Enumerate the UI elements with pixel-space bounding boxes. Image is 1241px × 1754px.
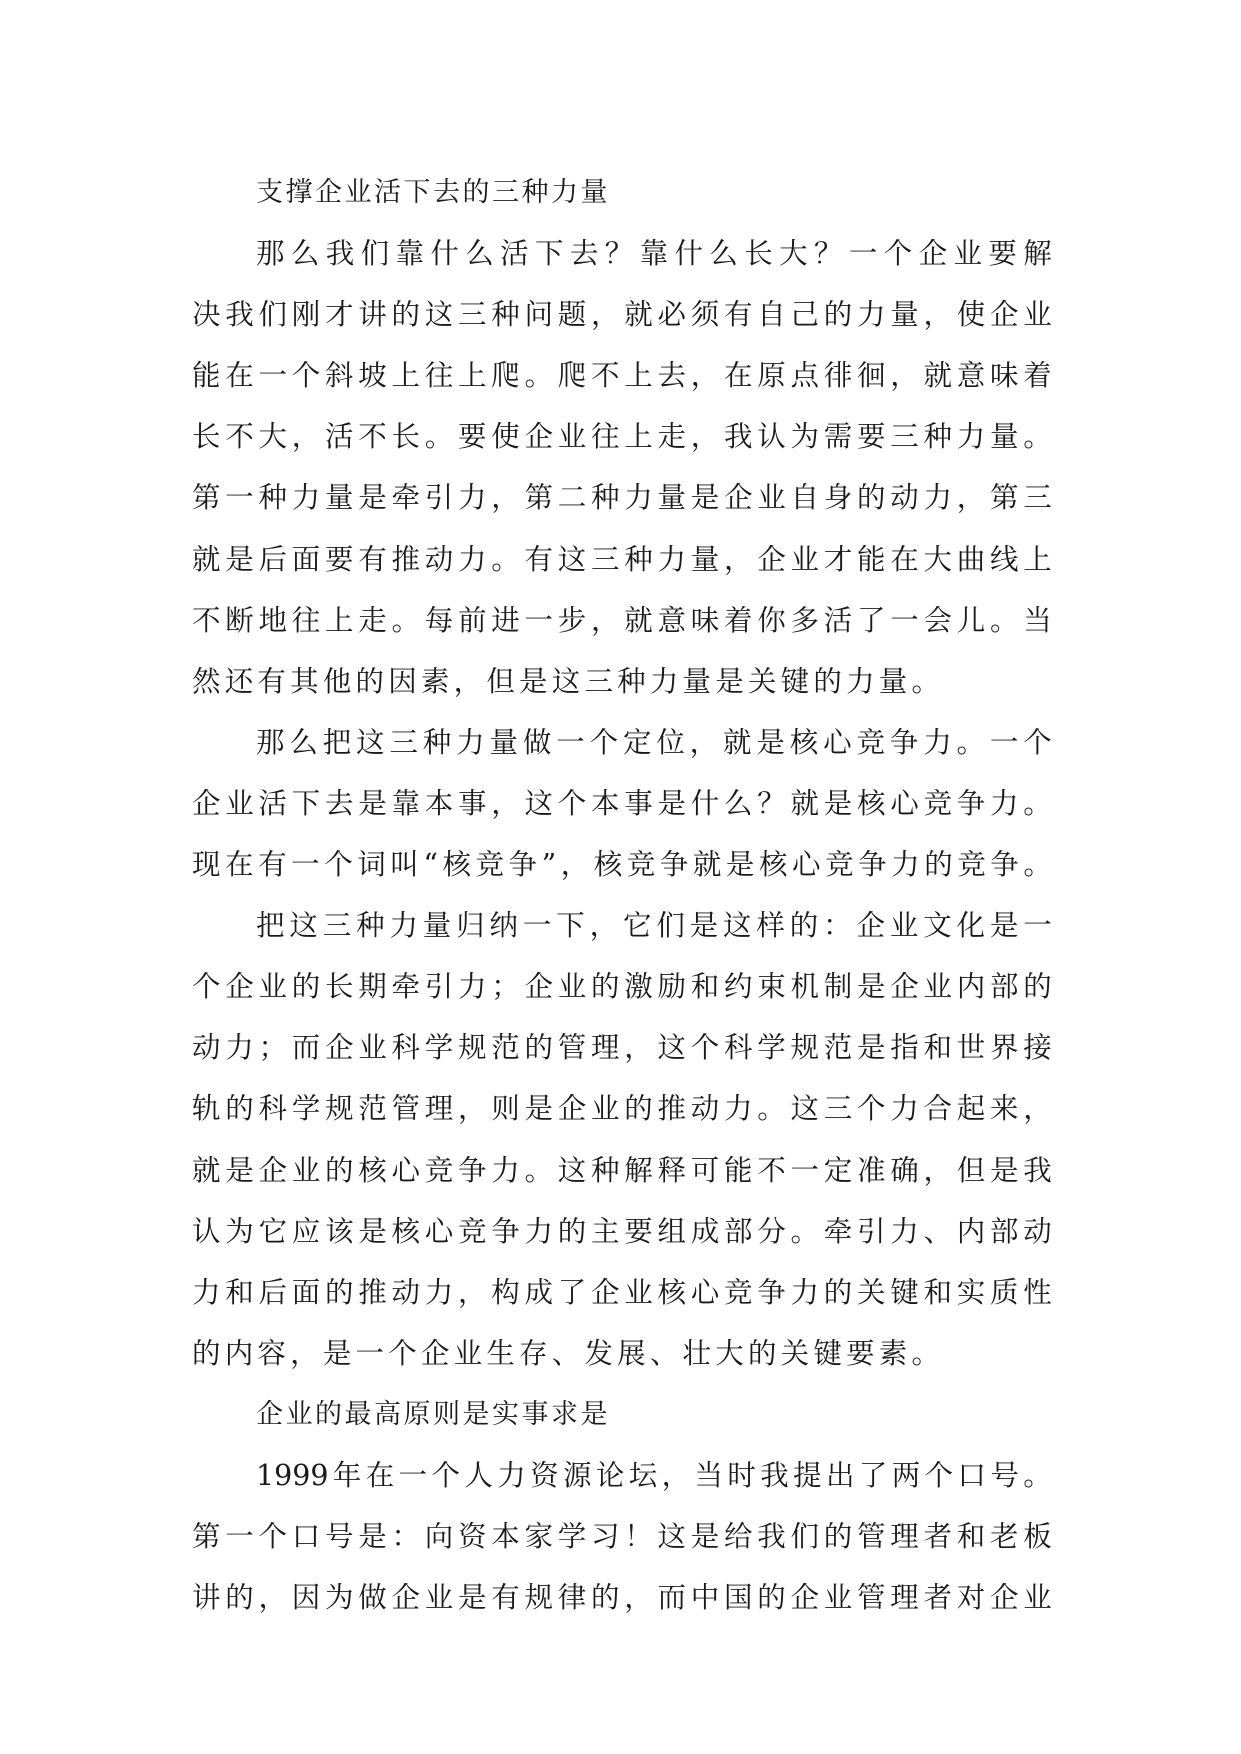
paragraph-line: 1999 年 在 一 个 人 力 资 源 论 坛 ， 当 时 我 提 出 了 两 个 口 号 。 (256, 1458, 1052, 1492)
paragraph-line: 认 为 它 应 该 是 核 心 竞 争 力 的 主 要 组 成 部 分 。 牵 引 力 、 内 部 动 (192, 1214, 1052, 1248)
section-heading: 支撑企业活下去的三种力量 (256, 177, 610, 208)
paragraph-line: 就 是 企 业 的 核 心 竞 争 力 。 这 种 解 释 可 能 不 一 定 准 确 ， 但 是 我 (192, 1153, 1052, 1187)
paragraph-line: 个 企 业 的 长 期 牵 引 力 ； 企 业 的 激 励 和 约 束 机 制 是 企 业 内 部 的 (192, 970, 1052, 1004)
paragraph-line: 讲 的 ， 因 为 做 企 业 是 有 规 律 的 ， 而 中 国 的 企 业 管 理 者 对 企 业 (192, 1581, 1052, 1615)
article-body (192, 162, 1052, 1628)
paragraph-line: 那 么 把 这 三 种 力 量 做 一 个 定 位 ， 就 是 核 心 竞 争 力 。 一 个 (256, 725, 1052, 759)
paragraph-line: 的 内 容 ， 是 一 个 企 业 生 存 、 发 展 、 壮 大 的 关 键 要 素 。 (192, 1336, 945, 1370)
paragraph-line: 第 一 个 口 号 是 ： 向 资 本 家 学 习 ！ 这 是 给 我 们 的 管 理 者 和 老 板 (192, 1520, 1052, 1554)
paragraph-line: 现 在 有 一 个 词 叫 “ 核 竞 争 ” ， 核 竞 争 就 是 核 心 竞 争 力 的 竞 争 。 (192, 848, 1052, 882)
paragraph-line: 决 我 们 刚 才 讲 的 这 三 种 问 题 ， 就 必 须 有 自 己 的 力 量 ， 使 企 业 (192, 298, 1052, 332)
paragraph-line: 把 这 三 种 力 量 归 纳 一 下 ， 它 们 是 这 样 的 ： 企 业 文 化 是 一 (256, 909, 1052, 943)
paragraph-line: 动 力 ； 而 企 业 科 学 规 范 的 管 理 ， 这 个 科 学 规 范 是 指 和 世 界 接 (192, 1031, 1052, 1065)
section-heading: 企业的最高原则是实事求是 (256, 1398, 610, 1430)
paragraph-line: 不 断 地 往 上 走 。 每 前 进 一 步 ， 就 意 味 着 你 多 活 了 一 会 儿 。 当 (192, 603, 1052, 637)
paragraph-line: 企 业 活 下 去 是 靠 本 事 ， 这 个 本 事 是 什 么 ？ 就 是 核 心 竞 争 力 。 (192, 786, 1052, 820)
paragraph-line: 轨 的 科 学 规 范 管 理 ， 则 是 企 业 的 推 动 力 。 这 三 个 力 合 起 来 ， (192, 1092, 1052, 1126)
paragraph-line: 那 么 我 们 靠 什 么 活 下 去 ？ 靠 什 么 长 大 ？ 一 个 企 业 要 解 (256, 237, 1052, 271)
paragraph-line: 第 一 种 力 量 是 牵 引 力 ， 第 二 种 力 量 是 企 业 自 身 的 动 力 ， 第 三 (192, 481, 1052, 515)
paragraph-line: 力 和 后 面 的 推 动 力 ， 构 成 了 企 业 核 心 竞 争 力 的 关 键 和 实 质 性 (192, 1275, 1052, 1309)
paragraph-line: 能 在 一 个 斜 坡 上 往 上 爬 。 爬 不 上 去 ， 在 原 点 徘 徊 ， 就 意 味 着 (192, 359, 1052, 393)
paragraph-line: 然 还 有 其 他 的 因 素 ， 但 是 这 三 种 力 量 是 关 键 的 力 量 。 (192, 664, 945, 698)
paragraph-line: 长 不 大 ， 活 不 长 。 要 使 企 业 往 上 走 ， 我 认 为 需 要 三 种 力 量 。 (192, 420, 1052, 454)
paragraph-line: 就 是 后 面 要 有 推 动 力 。 有 这 三 种 力 量 ， 企 业 才 能 在 大 曲 线 上 (192, 542, 1052, 576)
